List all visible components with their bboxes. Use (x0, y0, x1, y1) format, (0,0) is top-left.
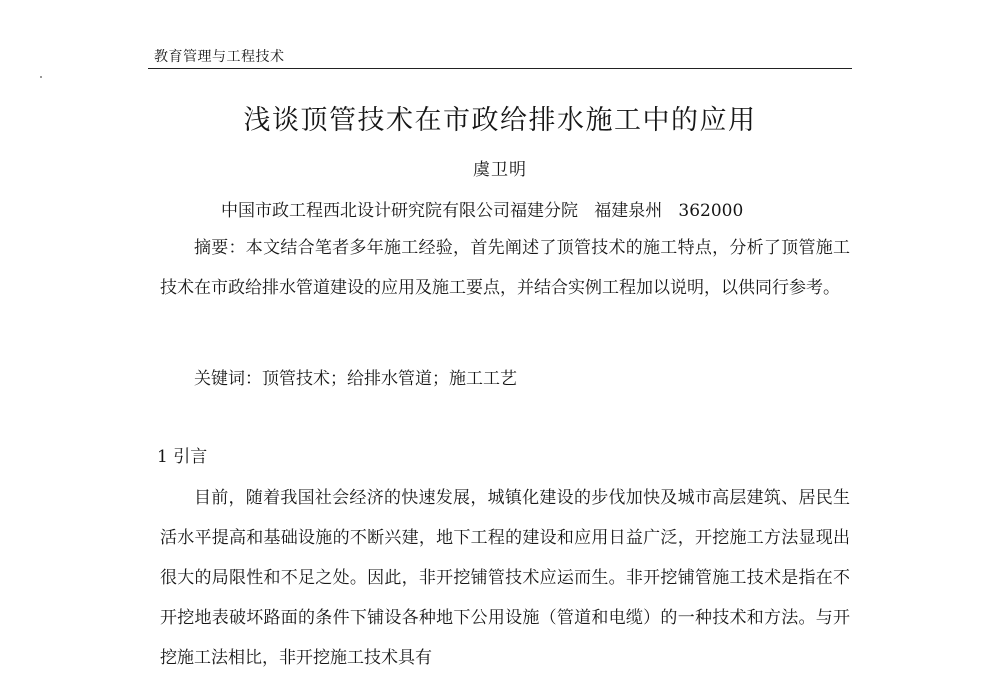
scan-speck (40, 76, 42, 78)
abstract-paragraph: 摘要：本文结合笔者多年施工经验，首先阐述了顶管技术的施工特点，分析了顶管施工技术在市政给排水管道建设的应用及施工要点，并结合实例工程加以说明，以供同行参考。 (160, 238, 850, 298)
section-heading: 1 引言 (157, 447, 208, 467)
intro-paragraph: 目前，随着我国社会经济的快速发展，城镇化建设的步伐加快及城市高层建筑、居民生活水平提高和基础设施的不断兴建，地下工程的建设和应用日益广泛，开挖施工方法显现出很大的局限性和不足之处。因此，非开挖铺管技术应运而生。非开挖铺管施工技术是指在不开挖地表破坏路面的条件下铺设各种地下公用设施（管道和电缆）的一种技术和方法。与开挖施工法相比，非开挖施工技术具有 (160, 488, 850, 668)
journal-name: 教育管理与工程技术 (154, 49, 285, 65)
page-header (148, 38, 852, 69)
author-affiliation: 中国市政工程西北设计研究院有限公司福建分院 福建泉州 362000 (221, 201, 744, 221)
keywords-line: 关键词：顶管技术；给排水管道；施工工艺 (194, 369, 517, 389)
paper-title: 浅谈顶管技术在市政给排水施工中的应用 (243, 105, 757, 136)
author-name: 虞卫明 (473, 160, 527, 180)
